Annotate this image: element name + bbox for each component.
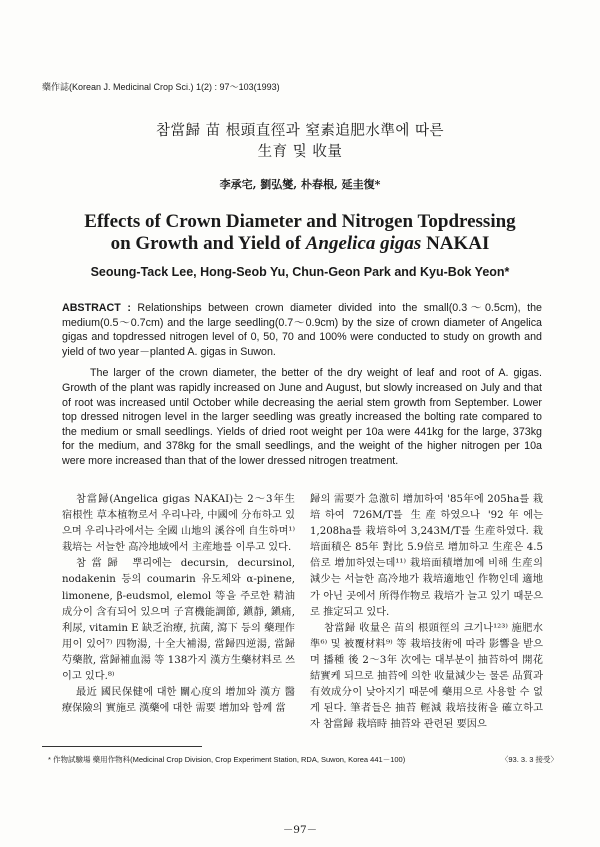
korean-title-line2: 生育 및 收量 <box>257 144 343 160</box>
page-number: －97－ <box>282 824 318 836</box>
body-right-column <box>310 492 543 733</box>
body-paragraph: 歸의 需要가 急激히 增加하여 '85年에 205ha를 栽培하여 726M/T를 生産하였으나 '92年에는 1,208ha를 栽培하여 3,243M/T를 生産하였다. 栽培面積은 85年 對比 5.9倍로 增加하고 生産은 4.5倍로 增加하였는데¹¹⁾ 栽培面積增加에 비해 生産의 減少는 서늘한 高冷地가 栽培適地인 作物인데 適地가 아닌 곳에서 所得作物로 栽培가 늘고 있기 때문으로 推定되고 있다. <box>310 494 543 618</box>
received-date: 〈93. 3. 3 接受〉 <box>500 755 558 764</box>
species-name: Angelica gigas <box>305 233 422 254</box>
footnote: * 作物試驗場 藥用作物科(Medicinal Crop Division, Crop Experiment Station, RDA, Suwon, Korea 441－100) <box>48 755 406 764</box>
korean-title-line1: 참當歸 苗 根頭直徑과 窒素追肥水準에 따른 <box>156 123 444 139</box>
english-authors: Seoung-Tack Lee, Hong-Seob Yu, Chun-Geon Park and Kyu-Bok Yeon* <box>90 265 510 279</box>
abstract-label: ABSTRACT : <box>62 302 138 314</box>
body-paragraph: 最近 國民保健에 대한 關心度의 增加와 漢方 醫療保險의 實施로 漢藥에 대한 需要 增加와 함께 當 <box>62 687 295 715</box>
abstract-paragraph-2: The larger of the crown diameter, the better of the dry weight of leaf and root of A. gigas. Growth of the plant was rapidly increased on June and August, but slowly increased on July and that of root was increased until October while decreasing the aerial stem growth from September. Lower top dressed nitrogen level in the larger seedling was greatly increased the bolting rate compared to the medium or small seedlings. Yields of dried root weight per 10a were 441kg for the large, 373kg for the medium, and 378kg for the small seedlings, and the weight of the higher nitrogen per 10a were more increased than that of the lower dressed nitrogen treatment. <box>62 367 542 467</box>
english-title-line1: Effects of Crown Diameter and Nitrogen Topdressing <box>84 211 516 232</box>
english-title-suffix: NAKAI <box>421 233 490 254</box>
korean-authors: 李承宅, 劉弘燮, 朴春根, 延圭復* <box>219 178 381 191</box>
body-paragraph: 참當歸(Angelica gigas NAKAI)는 2～3年生 宿根性 草本植物로서 우리나라, 中國에 分布하고 있으며 우리나라에서는 全國 山地의 溪谷에 自生하며¹⁾ 栽培는 서늘한 高冷地域에서 主産地를 이루고 있다. <box>62 494 295 554</box>
abstract-text-1: Relationships between crown diameter divided into the small(0.3～0.5cm), the medium(0.5～0.7cm) and the large seedling(0.7～0.9cm) by the size of crown diameter of Angelica gigas and topdressed nitrogen level of 0, 50, 70 and 100% were conducted to study on growth and yield of two year－planted A. gigas in Suwon. <box>62 302 543 358</box>
english-title-line2 <box>0 233 600 255</box>
abstract <box>62 301 542 469</box>
abstract-paragraph-1 <box>62 301 542 359</box>
english-title-prefix: on Growth and Yield of <box>110 233 306 254</box>
journal-citation: 藥作誌(Korean J. Medicinal Crop Sci.) 1(2) : 97～103(1993) <box>42 82 280 92</box>
body-left-column <box>62 492 295 717</box>
footnote-divider <box>42 746 202 747</box>
body-paragraph: 참當歸 收量은 苗의 根頭徑의 크기나¹²³⁾ 施肥水準⁶⁾ 및 被覆材料⁹⁾ 等 栽培技術에 따라 影響을 받으며 播種 後 2～3年 次에는 대부분이 抽苔하여 開花結實케 되므로 抽苔에 의한 收量減少는 물론 品質과 有效成分이 낮아지기 때문에 藥用으로 사용할 수 없게 된다. 筆者들은 抽苔 輕減 栽培技術을 確立하고자 참當歸 栽培時 抽苔와 관련된 要因으 <box>310 622 543 731</box>
body-paragraph: 참當歸 뿌리에는 decursin, decursinol, nodakenin 등의 coumarin 유도체와 α-pinene, limonene, β-eudsmol, elemol 等을 주로한 精油成分이 含有되어 있으며 子宮機能調節, 鎭靜, 鎭痛, 利尿, vitamin E 缺乏治療, 抗菌, 瀉下 등의 藥理作用이 있어⁷⁾ 四物湯, 十全大補湯, 當歸四逆湯, 當歸芍藥散, 當歸補血湯 等 138가지 漢方生藥材料로 쓰이고 있다.⁸⁾ <box>62 558 295 683</box>
